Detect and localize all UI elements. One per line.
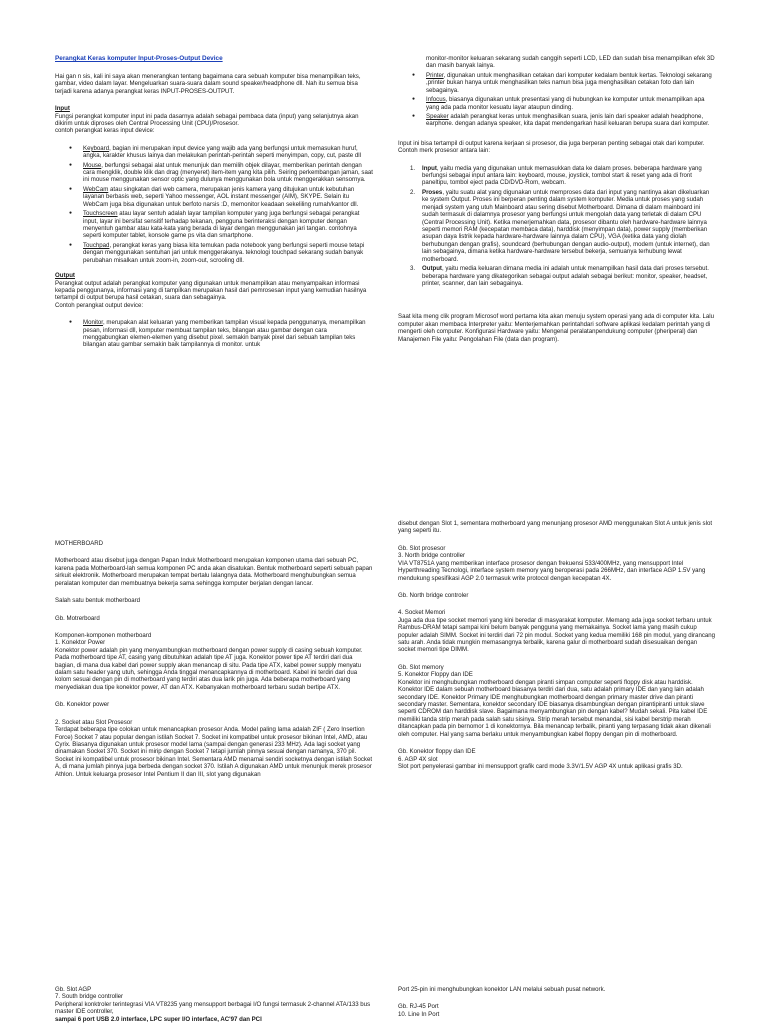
page3-right-column bbox=[398, 986, 716, 1018]
list-item: ● Mouse, berfungsi sebagai alat untuk menunjuk dan memilih objek dilayar, memberikan perintah dengan cara mengklik, double klik dan drag (menyeret) item-item yang kita pilih. Seiring perkembangan jaman, saat ini mouse menggunakan sensor optic yang dulunya menggunakan bola untuk menggerakkan sensornya. bbox=[83, 162, 373, 184]
figure-caption: Gb. RJ-45 Port bbox=[398, 1003, 439, 1011]
component-item-title: 3. North bridge controller bbox=[398, 552, 466, 560]
components-title: Komponen-komponen motherboard bbox=[55, 631, 152, 639]
figure-caption: Gb. Slot AGP bbox=[55, 986, 92, 993]
list-item: ● Touchpad, perangkat keras yang biasa kita temukan pada notebook yang berfungsi seperti mouse tetapi dengan menggunakan sentuhan jari untuk menggerakanya. teknologi touchpad sekarang sudah banyak perubahan misalkan untuk zoom-in, zoom-out, scrooling dll. bbox=[83, 242, 373, 264]
page2-right-column bbox=[398, 520, 716, 770]
input-device-list bbox=[55, 145, 373, 264]
article-title-link[interactable]: Perangkat Keras komputer Input-Proses-Output Device bbox=[55, 55, 223, 62]
figure-caption: Gb. Slot memory bbox=[398, 663, 444, 671]
page1-right-column bbox=[398, 55, 716, 343]
output-device-list-left bbox=[55, 319, 373, 349]
component-item-text: Peripheral konktroler terintegrasi VIA VT8235 yang mensupport berbagai I/O fungsi termasuk 2-channel ATA/133 bus master IDE controller, bbox=[55, 1000, 371, 1016]
component-item-text: Juga ada dua tipe socket memori yang kini beredar di masyarakat komputer. Memang ada juga socket terbaru untuk Rambus-DRAM tetapi sampai kini belum banyak pengguna yang memakainya. Socket lama yang masih cukup populer adalah SIMM. Socket ini terdiri dari 72 pin modul. Socket yang kedua memiliki 168 pin modul, yang dirancang satu arah. Anda tidak mungkin memasangnya terbalik, karena galur di motherboard sudah disesuaikan dengan socket memori tipe DIMM. bbox=[398, 616, 716, 654]
list-item: ● Speaker adalah perangkat keras untuk menghasilkan suara, jenis lain dari speaker adalah headphone, earphone. dengan adanya speaker, kita dapat mendengarkan hasil keluaran berupa suara dari komputer. bbox=[426, 113, 716, 128]
input-text: Fungsi perangkat komputer input ini pada dasarnya adalah sebagai pembaca data (input) yang selanjutnya akan dikirim untuk diproses oleh Central Processing Unit (CPU)/Prosesor. bbox=[55, 112, 359, 127]
device-name: WebCam bbox=[83, 185, 109, 193]
list-item: 3. Output, yaitu media keluaran dimana media ini adalah untuk menampilkan hasil data dari proses tersebut. beberapa hardware yang dikategorikan sebagai output adalah sebagai berikut: monitor, speaker, headset, printer, scanner, dan lain sebagainya. bbox=[410, 265, 709, 287]
intro-paragraph: Hai gan n sis, kali ini saya akan menerangkan tentang bagaimana cara sebuah komputer bisa menampilkan teks, gambar, video dalam layar. Mengeluarkan suara-suara dalam sound speaker/headphone dll. Nah itu semua bisa terjadi karena adanya perangkat keras INPUT-PROSES-OUTPUT. bbox=[55, 72, 361, 95]
component-item-text: Konektor ini menghubungkan motherboard dengan piranti simpan computer seperti floppy disk atau harddisk. Konektor IDE dalam sebuah motherboard biasanya terdiri dari dua, satu adalah primary IDE dan yang lain adalah secondary IDE. Konektor Primary IDE menghubungkan motherboard dengan primary master drive dan piranti secondary master. Sementara, konektor secondary IDE biasanya disambungkan dengan pirantipiranti untuk slave seperti CDROM dan harddisk slave. Bagaimana menyambungkan pin dengan kabel? Mudah sekali. Pita kabel IDE memiliki tanda strip merah pada salah satu sisinya. Strip merah tersebut menandai, sisi kabel berstrip merah ditancapkan pada pin bernomor 1 di konektornya. Bila menancap terbalik, piranti yang terpasang tidak akan dikenali oleh computer. Hal yang sama berlaku untuk menyambungkan kabel floppy dengan pin di motherboard. bbox=[398, 678, 711, 738]
output-heading: Output bbox=[55, 272, 75, 280]
ipo-steps-list bbox=[398, 165, 716, 288]
list-item: 1. Input, yaitu media yang digunakan untuk memasukkan data ke dalam proses. beberapa hardware yang berfungsi sebagai input antara lain: keyboard, mouse, joystick, tombol start & reset yang ada di front paneltipu, tombol eject pada CD/DVD-Rom, webcam. bbox=[410, 164, 702, 187]
process-intro: Input ini bisa tertampil di output karena kerjaan si prosesor, dia juga berperan penting sebagai otak dari komputer. bbox=[398, 139, 705, 147]
device-name: Touchscreen bbox=[83, 210, 118, 218]
figure-caption: Gb. North bridge controler bbox=[398, 591, 469, 599]
output-device-list-right bbox=[398, 72, 716, 128]
step-name: Output bbox=[422, 265, 442, 273]
step-name: Input bbox=[422, 164, 437, 172]
device-name: Speaker bbox=[426, 112, 449, 120]
list-item: ● WebCam atau singkatan dari web camera, merupakan jenis kamera yang ditujukan untuk kebutuhan layanan berbasis web, seperti Yahoo messenger, AOL instant messenger (AIM), SKYPE. Selain itu WebCam juga bisa digunakan untuk berfoto narsis :D, memonitor keadaan sekeliling rumah/kantor dll. bbox=[83, 186, 373, 208]
component-item-text: sampai 6 port USB 2.0 interface, LPC super I/O interface, AC'97 dan PCI bbox=[55, 1015, 262, 1023]
device-name: Infocus bbox=[426, 96, 446, 104]
list-item: ● Touchscreen atau layar sentuh adalah layar tampilan komputer yang juga berfungsi sebagai perangkat input, layar ini bersifat sensitif terhadap tekanan, pengguna berinteraksi dengan komputer dengan menyentuh gambar atau kata-kata yang berada di layar dengan menggunakan jari tangan. contohnya seperti komputer tablet, konsole game ps vita dan smartphone. bbox=[83, 210, 373, 240]
component-item-text: Terdapat beberapa tipe colokan untuk menancapkan prosesor Anda. Model paling lama adalah ZIF ( Zero Insertion Force) Socket 7 atau popular dengan istilah Socket 7. Socket ini kompatibel untuk prosesor bikinan Intel, AMD, atau Cyrix. Biasanya digunakan untuk prosesor model lama (sampai dengan generasi 233 MHz). Ada lagi socket yang dinamakan Socket 370. Socket ini mirip dengan Socket 7 tetapi jumlah pinnya sesuai dengan namanya, 370 pil. Socket ini kompatibel untuk prosesor bikinan Intel. Sementara AMD menamai sendiri socketnya dengan istilah Socket A, di mana jumlah pinnya juga berbeda dengan socket 370. Istilah A digunakan AMD untuk menunjuk merek prosesor Athlon. Untuk keluarga prosesor Intel Pentium II dan III, slot yang digunakan bbox=[55, 726, 373, 778]
device-name: Printer bbox=[426, 71, 444, 79]
figure-caption: Gb. Slot prosesor bbox=[398, 544, 446, 552]
component-item-title: 1. Konektor Power bbox=[55, 639, 106, 647]
list-item: ● Infocus, biasanya digunakan untuk presentasi yang di hubungkan ke komputer untuk menampilkan apa yang ada pada monitor kesuatu layar ataupun dinding. bbox=[426, 96, 716, 111]
closing-paragraph: Saat kita meng clik program Microsof word pertama kita akan menuju system operasi yang ada di computer kita. Lalu computer akan membaca Interpreter yaitu: Menterjemahkan perintahdari software aplikasi kedalam perintah yang di mengerti oleh computer. Konfigurasi Hardware yaitu: Mengenal peralatanpendukung computer (pheriperal) dan Manajemen File yaitu: Pengolahan File (data dan program). bbox=[398, 313, 715, 343]
device-name: Keyboard bbox=[83, 144, 110, 152]
monitor-continuation: monitor-monitor keluaran sekarang sudah canggih seperti LCD, LED dan sudah bisa menampilkan efek 3D dan masih banyak lainya. bbox=[426, 55, 715, 70]
list-item: ● Monitor, merupakan alat keluaran yang memberikan tampilan visual kepada penggunanya, menampilkan pesan, informasi dll, komputer membuat tampilan teks, bilangan atau gambar dengan cara menggabungkan elemen-elemen yang disebut pixel. semakin banyak pixel dari sebuah tampilan teks bilangan atau gambar semakin baik tampilannya di monitor. untuk bbox=[83, 319, 373, 349]
component-item-text: disebut dengan Slot 1, sementara motherboard yang menunjang prosesor AMD menggunakan Slot A untuk jenis slot yang seperti itu. bbox=[398, 520, 713, 535]
device-name: Touchpad bbox=[83, 241, 110, 249]
motherboard-caption-intro: Salah satu bentuk motherboard bbox=[55, 597, 141, 605]
component-item-title: 6. AGP 4X slot bbox=[398, 755, 438, 763]
process-label: Contoh merk prosesor antara lain: bbox=[398, 147, 491, 155]
figure-caption: Gb. Konektor floppy dan IDE bbox=[398, 748, 476, 756]
component-item-text: VIA VT8751A yang memberikan interface prosesor dengan frekuensi 533/400MHz, yang mensupport Intel Hyperthreading Tecnologi, interface system memory yang beroperasi pada 266MHz, dan interface AGP 1.5V yang mendukung spesifikasi AGP 2.0 termasuk write protocol dengan kecepatan 4X. bbox=[398, 559, 706, 582]
figure-caption: Gb. Konektor power bbox=[55, 701, 110, 709]
motherboard-heading: MOTHERBOARD bbox=[55, 540, 104, 547]
component-item-text: Konektor power adalah pin yang menyambungkan motherboard dengan power supply di casing sebuah komputer. Pada motherboard tipe AT, casing yang dibutuhkan adalah tipe AT juga. Konektor power tipe AT terdiri dari dua bagian, di mana dua kabel dari power supply akan menancap di situ. Pada tipe ATX, kabel power supply menyatu dalam satu header yang utuh, sehingga Anda tinggal menancapkannya di motherboard. Kabel ini terdiri dari dua kolom sesuai dengan pin di motherboard yang terdiri atas dua larik pin juga. Ada beberapa motherboard yang menyediakan dua tipe konektor power, AT dan ATX. Kebanyakan motherboard terbaru sudah bertipe ATX. bbox=[55, 646, 363, 691]
component-item-title: 4. Socket Memori bbox=[398, 609, 446, 617]
component-item-title: 7. South bridge controller bbox=[55, 993, 124, 1001]
component-item-title: 10. Line In Port bbox=[398, 1010, 440, 1018]
device-name: Monitor bbox=[83, 319, 103, 327]
device-name: Mouse bbox=[83, 161, 102, 169]
motherboard-intro: Motherboard atau disebut juga dengan Papan Induk Motherboard merupakan komponen utama dari sebuah PC, karena pada Motherboard-lah semua komponen PC anda akan disatukan. Bentuk motherboard seperti sebuah papan sirkuit elektronik. Motherboard merupakan tempat bertalu lalangnya data. Motherboard menghubungkan semua peralatan komputer dan membuatnya bekerja sama sehingga komputer berjalan dengan lancar. bbox=[55, 557, 373, 587]
component-item-title: 5. Konektor Floppy dan IDE bbox=[398, 671, 473, 679]
list-item: ● Keyboard, bagian ini merupakan input device yang wajib ada yang berfungsi untuk memasukan huruf, angka, karakter khusus lainya dan melakukan perintah-perintah seperti menyimpan, copy, cut, paste dll bbox=[83, 145, 373, 160]
input-examples-label: contoh perangkat keras input device: bbox=[55, 127, 155, 135]
component-item-title: 2. Socket atau Slot Prosesor bbox=[55, 718, 133, 726]
component-item-text: Slot port penyelerasi gambar ini mensupport grafik card mode 3.3V/1.5V AGP 4X untuk aplikasi grafis 3D. bbox=[398, 762, 683, 770]
list-item: 2. Proses, yaitu suatu alat yang digunakan untuk memproses data dari input yang nantinya akan dikeluarkan ke system Output. Proses ini berperan penting dalam system komputer. Media untuk proses yang sudah menjadi system yang utuh Mainboard atau sering disebut Motherboard. Dimana di dalam mainboard ini sudah termasuk di dalamnya prosesor yang berfungsi untuk mengolah data yang terletak di dalam CPU (Central Processing Unit). Ketika menerjemahkan data, prosesor dibantu oleh hardware-hardware lainnya seperti memori RAM (kecepatan membaca data), harddisk (menyimpan data), power supply (memberikan asupan daya listrik kepada hardware-hardware lainnya dalam CPU), VGA (ketika data yang diolah berhubungan dengan grafis), soundcard (berhubungan dengan audio-output), modem (untuk internet), dan lain sebagainya, dimana ketika hardware-hardware tersebut bekerja, semuanya terhubung lewat motherboard. bbox=[410, 188, 710, 263]
component-item-text: Port 25-pin ini menghubungkan konektor LAN melalui sebuah pusat network. bbox=[398, 986, 606, 993]
step-name: Proses bbox=[422, 188, 443, 196]
input-heading: Input bbox=[55, 105, 70, 113]
list-item: ● Printer, digunakan untuk menghasilkan cetakan dari komputer kedalam bentuk kertas. Teknologi sekarang ,printer bukan hanya untuk menghasilkan teks namun bisa juga menghasilkan cetakan foto dan lain sebagainya. bbox=[426, 72, 716, 94]
figure-caption: Gb. Motrerboard bbox=[55, 614, 100, 622]
output-examples-label: Contoh perangkat output device: bbox=[55, 301, 144, 309]
page3-left-column bbox=[55, 986, 373, 1023]
page1-left-column bbox=[55, 55, 373, 351]
output-text: Perangkat output adalah perangkat komputer yang digunakan untuk menampilkan atau menyampaikan informasi kepada penggunanya, informasi yang di tampilkan merupakan hasil dari pemrosesan input yang kemudian hasilnya tertampil di output berupa hasil cetakan, suara dan sebagainya. bbox=[55, 279, 367, 302]
page2-left-column bbox=[55, 540, 373, 778]
